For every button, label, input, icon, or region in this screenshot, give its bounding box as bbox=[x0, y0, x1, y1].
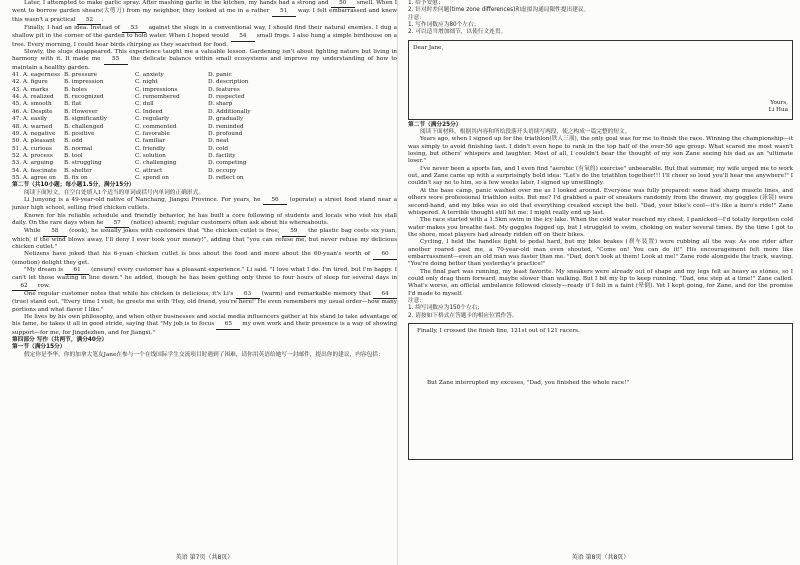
passage-text: the plastic bag costs six yuan, which, if the wind blows away, I'll deny I ever took your money!", adding that "you can refuse me, but never refuse my delicious chicken cutlet." bbox=[12, 228, 397, 250]
story-paragraph: Years ago, when I signed up for the triathlon(铁人三项), the only goal was for me to finish the race. Winning the championship—it was simply to avoid finishing last. I didn't even hope to rank in the top half of the over-50 age group. What scared me most wasn't losing, but others' whispers and laughter. Most of all, I couldn't bear the thought of my son Zane seeing his dad as an "ultimate loser." bbox=[408, 136, 793, 165]
option-row bbox=[12, 94, 397, 101]
option-text: C. anxiety bbox=[135, 72, 164, 79]
requirement-item: 2. 针对时差问题(time zone differences)和虚拟沟通局限性提出建议。 bbox=[408, 7, 590, 14]
grammar-paragraph bbox=[12, 213, 397, 229]
option-row bbox=[12, 168, 397, 175]
option-row bbox=[12, 87, 397, 94]
story-passage bbox=[408, 136, 793, 298]
option-text: D. panic bbox=[208, 72, 232, 79]
letter-closing bbox=[769, 100, 788, 115]
page-8-footer: 英语 第8页（共8页） bbox=[571, 553, 630, 561]
passage-text: against the slugs in a conventional way, I should find their natural enemies. I dug a shallow pit in the corner of the garden to hold water. When I hoped would bbox=[12, 25, 397, 40]
passage-text: . bbox=[101, 16, 104, 23]
passage-text: "My dream is bbox=[24, 267, 66, 274]
passage-text: smell. When I went to borrow garden shears(大剪刀) from my neighbor, they looked at me in a rather bbox=[12, 0, 397, 15]
answer-blank: 57 bbox=[105, 220, 129, 228]
grammar-paragraph bbox=[12, 314, 397, 337]
option-text: 43. A. marks bbox=[12, 86, 49, 93]
passage-text: One regular customer notes that while his chicken is delicious, it's Li's bbox=[24, 291, 236, 298]
option-text: B. normal bbox=[64, 145, 93, 152]
option-text: B. tool bbox=[64, 152, 83, 159]
writing-section-1-heading: 第一节（满分15分） bbox=[12, 344, 66, 351]
option-text: B. holes bbox=[64, 86, 87, 93]
continuation-notes bbox=[408, 305, 793, 320]
option-text: C. commented bbox=[135, 123, 177, 130]
answer-blank: 63 bbox=[236, 291, 260, 299]
passage-text: (emotion) delight they get. bbox=[12, 259, 90, 266]
part-4-heading: 第四部分 写作（共两节，满分40分） bbox=[12, 337, 108, 344]
option-text: B. shelter bbox=[64, 167, 92, 174]
option-text: C. familiar bbox=[135, 138, 166, 145]
option-text: D. reflect on bbox=[208, 174, 244, 181]
answer-blank: 54 bbox=[231, 33, 255, 41]
passage-text: Netizens have joked that his 6-yuan chicken cutlet is less about the food and more about the 60-yuan's worth of bbox=[24, 251, 373, 258]
continuation-opening-1: Finally, I crossed the finish line, 121st out of 121 racers. bbox=[417, 328, 580, 334]
reading-paragraph bbox=[12, 25, 397, 49]
option-text: 44. A. realized bbox=[12, 94, 54, 101]
option-text: C. regularly bbox=[135, 116, 170, 123]
story-paragraph: The final part was running, my least favorite. My sneakers were already out of shape and my legs felt as heavy as stones, so I could only drag them forward, maybe slower than walking. But I bit my lip to keep running. "Dad, one step at a time!" Zane called. What's worse, an official ambulance followed closely—ready if I fell in a faint (晕倒). Yet I kept going, for Zane, and for the promise I'd made to myself. bbox=[408, 268, 793, 297]
passage-text: the delicate balance within small ecosystems and improve my understanding of how to maintain a healthy garden. bbox=[12, 56, 397, 71]
grammar-passage bbox=[12, 197, 397, 337]
page-7 bbox=[12, 0, 397, 565]
option-text: D. cold bbox=[208, 145, 229, 152]
reading-paragraph bbox=[12, 49, 397, 72]
note-item: 1. 写作词数应为80个左右； bbox=[408, 22, 480, 29]
passage-text: (warm) and remarkable memory that bbox=[259, 291, 373, 298]
option-row bbox=[12, 72, 397, 79]
grammar-paragraph bbox=[12, 251, 397, 267]
passage-text: Slowly, the slugs disappeared. This experience taught me a valuable lesson. Gardening isn't about fighting nature but living in harmony with it. It made me bbox=[12, 49, 397, 63]
page-7-footer: 英语 第7页（共8页） bbox=[175, 553, 234, 561]
option-row bbox=[12, 109, 397, 116]
writing-section-2-instruction: 阅读下面材料，根据其内容和所给段落开头语续写两段，使之构成一篇完整的短文。 bbox=[420, 129, 631, 136]
option-text: D. competing bbox=[208, 160, 247, 167]
option-row bbox=[12, 153, 397, 160]
option-text: C. solution bbox=[135, 152, 166, 159]
option-text: D. Additionally bbox=[208, 108, 251, 115]
answer-blank: 50 bbox=[331, 0, 355, 8]
option-row bbox=[12, 131, 397, 138]
option-text: B. recognized bbox=[64, 94, 104, 101]
option-row bbox=[12, 160, 397, 167]
note-label: 注意： bbox=[408, 14, 426, 21]
story-paragraph: At the base camp, panic washed over me as I looked around. Everyone was fully prepared: some had sharp muscle lines, and others wore professional triathlon suits. But me? I'd grabbed a pair of sneakers randomly from the drawer, my goggles (泳镜) were second-hand, and my bike was so old that everything creaked except the bell. "Dad, your bike's cool—it's like a hero's ride!" Zane whispered. A terrible thought still hit me: I might really end up last. bbox=[408, 187, 793, 216]
option-row bbox=[12, 116, 397, 123]
story-paragraph: The race started with a 1.5km swim in the icy lake. When the cold water reached my chest, I panicked—I'd totally forgotten cold water makes you breathe fast. My goggles fogged up, but I struggled to swim, choking on water several times. By the time I got to the shore, most players had already ridden off on their bikes. bbox=[408, 217, 793, 238]
answer-blank: 53 bbox=[122, 25, 146, 33]
option-text: C. impressions bbox=[135, 86, 178, 93]
option-text: 55. A. agree on bbox=[12, 174, 56, 181]
answer-blank: 51 bbox=[272, 8, 296, 16]
option-text: 42. A. figure bbox=[12, 79, 48, 86]
option-text: 52. A. process bbox=[12, 152, 53, 159]
cloze-options bbox=[12, 72, 397, 182]
passage-text: (operate) a street food stand near a junior high school, selling fried chicken cutlets. bbox=[12, 196, 397, 212]
reading-paragraph bbox=[12, 0, 397, 25]
option-text: D. sharp bbox=[208, 101, 233, 108]
grammar-paragraph bbox=[12, 291, 397, 314]
option-text: D. respected bbox=[208, 94, 245, 101]
grammar-paragraph bbox=[12, 267, 397, 291]
passage-text: Finally, I had an idea. Instead of bbox=[24, 25, 123, 32]
note-item: 2. 可以适当增加细节，以使行文连贯。 bbox=[408, 29, 507, 36]
passage-text: Known for his reliable schedule and friendly behavior, he has built a core following of students and locals who visit his stall daily. On the rare days when he bbox=[12, 212, 397, 226]
option-text: B. However bbox=[64, 108, 98, 115]
passage-text: He lives by his own philosophy, and when other businesses and social media influencers gather at his stand to take advantage of his fame, he takes it all in good stride, saying that "My job is to focus bbox=[12, 314, 397, 328]
option-text: D. profound bbox=[208, 130, 243, 137]
option-text: D. facility bbox=[208, 152, 236, 159]
page-divider bbox=[397, 0, 398, 565]
requirement-item: 1. 给予安慰； bbox=[408, 0, 444, 6]
passage-text: (notice) absent, regular customers often ask about his whereabouts. bbox=[129, 219, 329, 226]
passage-text: way. I felt embarrassed and knew this wasn't a practical bbox=[12, 8, 397, 23]
page-8 bbox=[408, 0, 793, 565]
passage-text: Later, I attempted to make garlic spray. After mashing garlic in the kitchen, my hands had a strong and bbox=[24, 0, 331, 6]
writing-section-1-instruction: 假定你是李华，你的加拿大笔友Jane在参与一个在线国际学生交流项目时遇到了困难，请你用英语给她写一封邮件，提出你的建议，内容包括： bbox=[24, 351, 384, 358]
letter-answer-box bbox=[408, 40, 793, 120]
option-text: D. features bbox=[208, 86, 240, 93]
answer-blank: 61 bbox=[65, 267, 89, 275]
answer-blank: 62 bbox=[12, 283, 36, 291]
option-text: D. description bbox=[208, 79, 249, 86]
continuation-answer-box bbox=[408, 323, 793, 460]
option-text: C. remembered bbox=[135, 94, 180, 101]
option-text: B. pressure bbox=[64, 72, 98, 79]
option-text: B. odd bbox=[64, 138, 83, 145]
option-text: B. struggling bbox=[64, 160, 102, 167]
passage-text: small frogs. I also hung a simple birdhouse on a tree. Every morning, I could hear birds chirping as they searched for food. bbox=[12, 33, 397, 48]
option-text: C. friendly bbox=[135, 145, 166, 152]
email-requirements bbox=[408, 0, 793, 15]
letter-yours: Yours, bbox=[770, 100, 788, 107]
option-text: D. gradually bbox=[208, 116, 244, 123]
answer-blank: 56 bbox=[263, 197, 287, 205]
note-item: 1. 续写词数应为150个左右； bbox=[408, 305, 483, 312]
option-text: C. challenging bbox=[135, 160, 177, 167]
option-text: B. fix on bbox=[64, 174, 88, 181]
option-text: C. night bbox=[135, 79, 158, 86]
option-text: C. favorable bbox=[135, 130, 170, 137]
continuation-opening-2: But Zane interrupted my excuses, "Dad, you finished the whole race!" bbox=[427, 380, 629, 386]
note-label-2: 注意： bbox=[408, 297, 426, 304]
option-text: 53. A. arguing bbox=[12, 160, 54, 167]
passage-text: (ensure) every customer has a pleasant experience." Li said. "I love what I do. I'm tired, but I'm happy. I can't let those waiting in line down." he added, though he has been getting only three to four hours of sleep for several days in bbox=[12, 267, 397, 282]
answer-blank: 60 bbox=[373, 251, 397, 259]
option-row bbox=[12, 79, 397, 86]
passage-text: While bbox=[24, 228, 43, 235]
option-text: 45. A. smooth bbox=[12, 101, 52, 108]
option-row bbox=[12, 124, 397, 131]
answer-blank: 59 bbox=[282, 228, 306, 236]
option-text: B. challenged bbox=[64, 123, 104, 130]
option-text: C. dull bbox=[135, 101, 154, 108]
option-text: 50. A. pleasant bbox=[12, 138, 56, 145]
grammar-paragraph bbox=[12, 197, 397, 213]
grammar-paragraph bbox=[12, 228, 397, 251]
passage-text: row. bbox=[36, 282, 50, 289]
option-text: 48. A. warned bbox=[12, 123, 53, 130]
passage-text: my own work and their presence is a way of showing support—for me, for Jingdezhen, and for Jiangxi." bbox=[12, 321, 397, 336]
option-text: 54. A. fascinate bbox=[12, 167, 57, 174]
option-text: 47. A. easily bbox=[12, 116, 48, 123]
letter-signature: Li Hua bbox=[768, 107, 788, 114]
answer-blank: 55 bbox=[104, 56, 128, 64]
answer-blank: 58 bbox=[43, 228, 67, 236]
passage-text: (cook), he usually jokes with customers that "the chicken cutlet is free, bbox=[66, 228, 282, 235]
option-text: B. positive bbox=[64, 130, 95, 137]
option-text: C. attract bbox=[135, 167, 163, 174]
section-2-heading: 第二节（共10小题；每小题1.5分，满分15分） bbox=[12, 182, 135, 189]
option-text: B. flat bbox=[64, 101, 82, 108]
answer-blank: 65 bbox=[216, 321, 240, 329]
option-text: 51. A. curious bbox=[12, 145, 52, 152]
story-paragraph: I've never been a sports fan, and I even find "aerobic (有氧的) exercise" unbearable. But that summer, my wife urged me to work out, and Zane came up with a surprisingly bold idea: "Let's do the triathlon together!!! I'll cheer so loud you'll hear me anywhere!" I couldn't say no to him, so a few weeks later, I signed up unwillingly. bbox=[408, 165, 793, 187]
option-text: D. neat bbox=[208, 138, 229, 145]
reading-passage-end bbox=[12, 0, 397, 72]
option-text: C. spend on bbox=[135, 174, 169, 181]
option-text: 49. A. negative bbox=[12, 130, 56, 137]
option-text: D. reminded bbox=[208, 123, 244, 130]
answer-blank: 64 bbox=[373, 291, 397, 299]
note-item: 2. 请按如下格式在答题卡的相应位置作答。 bbox=[408, 312, 518, 319]
passage-text: Li Junyong is a 49-year-old native of Nanchang, Jiangxi Province. For years, he bbox=[24, 196, 264, 203]
letter-salutation: Dear Jane, bbox=[413, 44, 444, 51]
passage-text: (true) stand out. "Every time I visit, he greets me with 'Hey, old friend, you're here!' He even remembers my usual order—how many portions and what flavor I like." bbox=[12, 299, 397, 313]
option-text: D. occupy bbox=[208, 167, 237, 174]
option-text: B. significantly bbox=[64, 116, 108, 123]
email-notes bbox=[408, 22, 793, 37]
section-2-instruction: 阅读下面短文，在空白处填入1个适当的单词或括号内单词的正确形式。 bbox=[24, 189, 204, 196]
option-row bbox=[12, 146, 397, 153]
option-text: 41. A. eagerness bbox=[12, 72, 60, 79]
story-paragraph: Cycling, I held the handles tight to pedal hard, but my bike brakes (刹车装置) were rubbing all the way. As one rider after another roared past me, a 70-year-old man even shouted, "Come on! You can do it!" His encouragement felt more like embarrassment—even an old man was faster than me. "Dad, don't look at them! Look at me!" Zane rode alongside the track, waving. "You're doing better than yesterday's practice!" bbox=[408, 239, 793, 268]
option-text: B. impression bbox=[64, 79, 104, 86]
option-row bbox=[12, 138, 397, 145]
answer-blank: 52 bbox=[77, 17, 101, 25]
option-text: 46. A. Despite bbox=[12, 108, 53, 115]
writing-section-2-heading: 第二节（满分25分） bbox=[408, 121, 462, 128]
option-row bbox=[12, 101, 397, 108]
option-text: C. Indeed bbox=[135, 108, 163, 115]
